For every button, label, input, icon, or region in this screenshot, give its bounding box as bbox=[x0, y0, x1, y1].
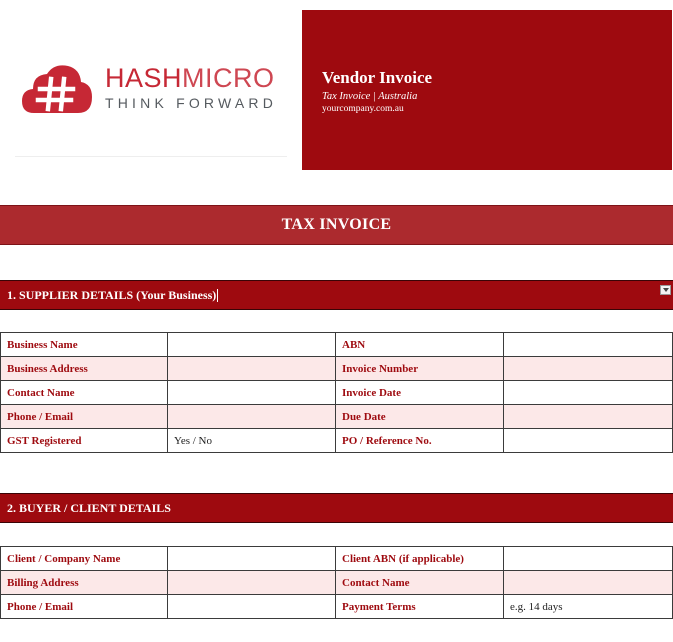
field-value[interactable] bbox=[168, 381, 336, 405]
field-label[interactable]: Invoice Date bbox=[336, 381, 504, 405]
field-value[interactable] bbox=[168, 333, 336, 357]
table-row bbox=[1, 547, 673, 571]
field-value[interactable] bbox=[504, 381, 673, 405]
field-value[interactable] bbox=[504, 357, 673, 381]
field-label[interactable]: Business Address bbox=[1, 357, 168, 381]
brand-name-part2: MICRO bbox=[182, 63, 275, 93]
field-label[interactable]: Invoice Number bbox=[336, 357, 504, 381]
supplier-section-title[interactable]: 1. SUPPLIER DETAILS (Your Business) bbox=[7, 287, 217, 302]
field-value[interactable] bbox=[168, 571, 336, 595]
tax-invoice-title[interactable]: TAX INVOICE bbox=[281, 216, 392, 233]
supplier-details-table bbox=[0, 332, 673, 453]
field-label[interactable]: PO / Reference No. bbox=[336, 429, 504, 453]
field-value[interactable] bbox=[504, 405, 673, 429]
field-value[interactable]: Yes / No bbox=[168, 429, 336, 453]
field-value[interactable] bbox=[504, 571, 673, 595]
table-row bbox=[1, 571, 673, 595]
field-value[interactable] bbox=[504, 429, 673, 453]
hash-cloud-icon bbox=[20, 63, 94, 115]
field-value[interactable] bbox=[168, 595, 336, 619]
logo-divider bbox=[15, 156, 287, 157]
dropdown-arrow-icon[interactable] bbox=[660, 285, 671, 295]
supplier-section-header[interactable] bbox=[0, 280, 673, 310]
field-value[interactable] bbox=[168, 547, 336, 571]
brand-name-part1: HASH bbox=[105, 63, 183, 93]
vendor-title[interactable]: Vendor Invoice bbox=[322, 68, 433, 87]
field-value[interactable] bbox=[504, 547, 673, 571]
buyer-section-title[interactable]: 2. BUYER / CLIENT DETAILS bbox=[7, 500, 171, 515]
field-label[interactable]: Due Date bbox=[336, 405, 504, 429]
table-row bbox=[1, 381, 673, 405]
field-label[interactable]: Business Name bbox=[1, 333, 168, 357]
brand-tagline: THINK FORWARD bbox=[105, 95, 278, 111]
field-label[interactable]: GST Registered bbox=[1, 429, 168, 453]
field-label[interactable]: Client / Company Name bbox=[1, 547, 168, 571]
table-row bbox=[1, 595, 673, 619]
field-label[interactable]: Client ABN (if applicable) bbox=[336, 547, 504, 571]
table-row bbox=[1, 429, 673, 453]
tax-invoice-banner bbox=[0, 205, 673, 245]
vendor-subtitle[interactable]: Tax Invoice | Australia bbox=[322, 91, 418, 102]
field-value[interactable] bbox=[168, 405, 336, 429]
vendor-header-box bbox=[302, 10, 672, 170]
field-label[interactable]: Contact Name bbox=[1, 381, 168, 405]
field-label[interactable]: ABN bbox=[336, 333, 504, 357]
field-label[interactable]: Contact Name bbox=[336, 571, 504, 595]
table-row bbox=[1, 357, 673, 381]
field-value[interactable] bbox=[168, 357, 336, 381]
field-label[interactable]: Phone / Email bbox=[1, 405, 168, 429]
field-value[interactable] bbox=[504, 333, 673, 357]
buyer-section-header[interactable] bbox=[0, 493, 673, 523]
table-row bbox=[1, 333, 673, 357]
table-row bbox=[1, 405, 673, 429]
field-label[interactable]: Payment Terms bbox=[336, 595, 504, 619]
field-label[interactable]: Billing Address bbox=[1, 571, 168, 595]
field-label[interactable]: Phone / Email bbox=[1, 595, 168, 619]
brand-name bbox=[105, 64, 277, 92]
vendor-website[interactable]: yourcompany.com.au bbox=[322, 104, 404, 114]
company-logo bbox=[15, 8, 290, 158]
field-value[interactable]: e.g. 14 days bbox=[504, 595, 673, 619]
buyer-details-table bbox=[0, 546, 673, 619]
text-cursor bbox=[217, 289, 218, 302]
